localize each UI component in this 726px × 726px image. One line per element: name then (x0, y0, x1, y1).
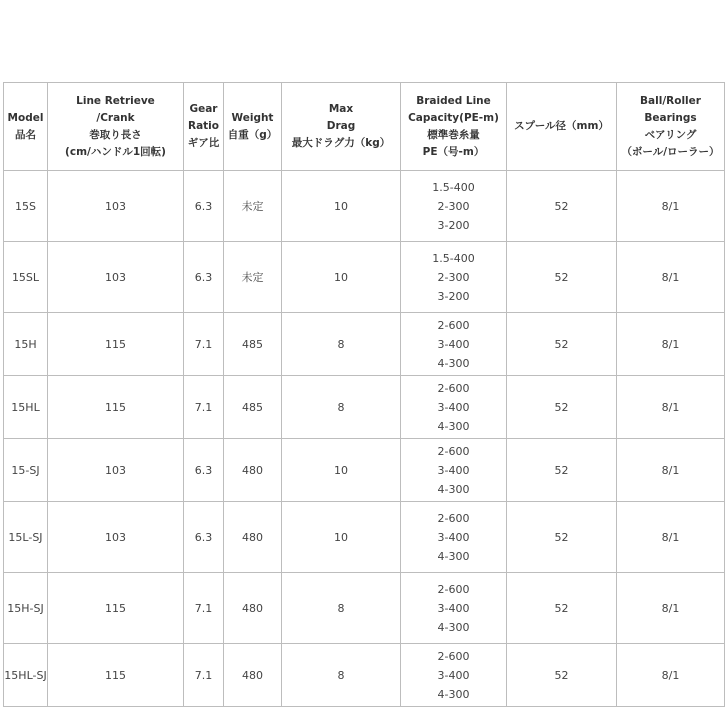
pe-value: 3-400 (437, 601, 470, 615)
cell-pe (401, 313, 507, 376)
header-model (4, 83, 48, 171)
pe-value: 3-400 (437, 668, 470, 682)
header-retrieve-line: /Crank (96, 111, 135, 124)
cell-bearings: 8/1 (617, 171, 725, 242)
cell-weight: 未定 (224, 242, 282, 313)
cell-spool: 52 (507, 313, 617, 376)
header-model-line: Model (7, 111, 44, 124)
cell-drag: 8 (282, 644, 401, 707)
cell-spool: 52 (507, 644, 617, 707)
cell-weight: 485 (224, 313, 282, 376)
cell-retrieve: 103 (48, 242, 184, 313)
cell-bearings: 8/1 (617, 376, 725, 439)
header-bearings-line: Bearings (644, 111, 697, 124)
cell-gear: 6.3 (184, 502, 224, 573)
cell-model: 15-SJ (4, 439, 48, 502)
cell-bearings: 8/1 (617, 439, 725, 502)
cell-drag: 10 (282, 502, 401, 573)
header-model-line: 品名 (15, 128, 36, 141)
header-capacity-line: PE（号-m） (422, 145, 485, 158)
cell-model: 15HL-SJ (4, 644, 48, 707)
cell-weight: 480 (224, 439, 282, 502)
cell-retrieve: 115 (48, 376, 184, 439)
pe-value: 3-400 (437, 463, 470, 477)
pe-value: 4-300 (437, 356, 470, 370)
pe-value: 4-300 (437, 687, 470, 701)
cell-model: 15H-SJ (4, 573, 48, 644)
table-row (4, 502, 725, 573)
header-gear-ratio (184, 83, 224, 171)
cell-gear: 7.1 (184, 573, 224, 644)
cell-pe (401, 644, 507, 707)
header-weight-line: 自重（g） (227, 128, 278, 141)
cell-drag: 8 (282, 573, 401, 644)
cell-pe (401, 242, 507, 313)
cell-spool: 52 (507, 439, 617, 502)
pe-value: 1.5-400 (432, 251, 475, 265)
header-gear-line: ギア比 (187, 137, 220, 149)
pe-value: 2-600 (437, 318, 470, 332)
cell-spool: 52 (507, 573, 617, 644)
cell-spool: 52 (507, 171, 617, 242)
cell-retrieve: 103 (48, 439, 184, 502)
header-retrieve-line: Line Retrieve (76, 94, 155, 107)
pe-value: 3-400 (437, 530, 470, 544)
table-row (4, 313, 725, 376)
header-gear-line: Ratio (187, 120, 219, 132)
header-spool-line: スプール径（mm） (514, 120, 609, 132)
cell-gear: 7.1 (184, 376, 224, 439)
cell-pe (401, 439, 507, 502)
cell-model: 15SL (4, 242, 48, 313)
table-row (4, 376, 725, 439)
header-bearings-line: ベアリング (644, 128, 697, 141)
cell-retrieve: 115 (48, 313, 184, 376)
cell-weight: 485 (224, 376, 282, 439)
header-bearings (617, 83, 725, 171)
cell-bearings: 8/1 (617, 644, 725, 707)
header-capacity-line: Capacity(PE-m) (408, 111, 499, 124)
cell-pe (401, 376, 507, 439)
pe-value: 4-300 (437, 419, 470, 433)
pe-value: 3-200 (437, 289, 470, 303)
cell-drag: 10 (282, 242, 401, 313)
cell-drag: 8 (282, 313, 401, 376)
cell-bearings: 8/1 (617, 313, 725, 376)
pe-value: 2-600 (437, 511, 470, 525)
header-capacity-line: Braided Line (416, 94, 491, 107)
spec-table (3, 82, 725, 707)
table-row (4, 171, 725, 242)
cell-retrieve: 115 (48, 644, 184, 707)
header-drag-line: 最大ドラグ力（kg） (291, 137, 391, 149)
cell-bearings: 8/1 (617, 502, 725, 573)
cell-weight: 480 (224, 644, 282, 707)
pe-value: 2-600 (437, 649, 470, 663)
cell-gear: 6.3 (184, 171, 224, 242)
cell-spool: 52 (507, 502, 617, 573)
header-weight (224, 83, 282, 171)
cell-pe (401, 573, 507, 644)
cell-model: 15S (4, 171, 48, 242)
cell-gear: 6.3 (184, 242, 224, 313)
pe-value: 2-300 (437, 270, 470, 284)
cell-gear: 7.1 (184, 313, 224, 376)
cell-drag: 10 (282, 439, 401, 502)
cell-retrieve: 103 (48, 502, 184, 573)
cell-drag: 8 (282, 376, 401, 439)
pe-value: 4-300 (437, 549, 470, 563)
cell-model: 15L-SJ (4, 502, 48, 573)
table-row (4, 439, 725, 502)
cell-pe (401, 502, 507, 573)
header-row (4, 83, 725, 171)
header-line-capacity (401, 83, 507, 171)
header-spool-diameter (507, 83, 617, 171)
cell-model: 15HL (4, 376, 48, 439)
header-drag-line: Max (328, 103, 354, 115)
header-drag-line: Drag (326, 120, 356, 132)
pe-value: 3-400 (437, 337, 470, 351)
pe-value: 2-300 (437, 199, 470, 213)
cell-retrieve: 115 (48, 573, 184, 644)
pe-value: 4-300 (437, 482, 470, 496)
header-retrieve-line: 巻取り長さ (89, 128, 142, 141)
header-max-drag (282, 83, 401, 171)
table-row (4, 242, 725, 313)
table-row (4, 644, 725, 707)
pe-value: 2-600 (437, 582, 470, 596)
pe-value: 1.5-400 (432, 180, 475, 194)
header-weight-line: Weight (231, 111, 274, 124)
pe-value: 2-600 (437, 381, 470, 395)
cell-bearings: 8/1 (617, 573, 725, 644)
cell-retrieve: 103 (48, 171, 184, 242)
pe-value: 2-600 (437, 444, 470, 458)
cell-spool: 52 (507, 242, 617, 313)
cell-model: 15H (4, 313, 48, 376)
cell-weight: 未定 (224, 171, 282, 242)
cell-gear: 7.1 (184, 644, 224, 707)
header-line-retrieve (48, 83, 184, 171)
cell-weight: 480 (224, 502, 282, 573)
header-gear-line: Gear (189, 103, 218, 115)
table-row (4, 573, 725, 644)
pe-value: 4-300 (437, 620, 470, 634)
header-capacity-line: 標準巻糸量 (427, 128, 480, 141)
cell-bearings: 8/1 (617, 242, 725, 313)
cell-spool: 52 (507, 376, 617, 439)
header-retrieve-line: (cm/ハンドル1回転) (65, 145, 166, 158)
header-bearings-line: Ball/Roller (640, 94, 701, 107)
cell-weight: 480 (224, 573, 282, 644)
cell-pe (401, 171, 507, 242)
cell-gear: 6.3 (184, 439, 224, 502)
header-bearings-line: （ボール/ローラー） (621, 145, 720, 158)
cell-drag: 10 (282, 171, 401, 242)
pe-value: 3-400 (437, 400, 470, 414)
pe-value: 3-200 (437, 218, 470, 232)
